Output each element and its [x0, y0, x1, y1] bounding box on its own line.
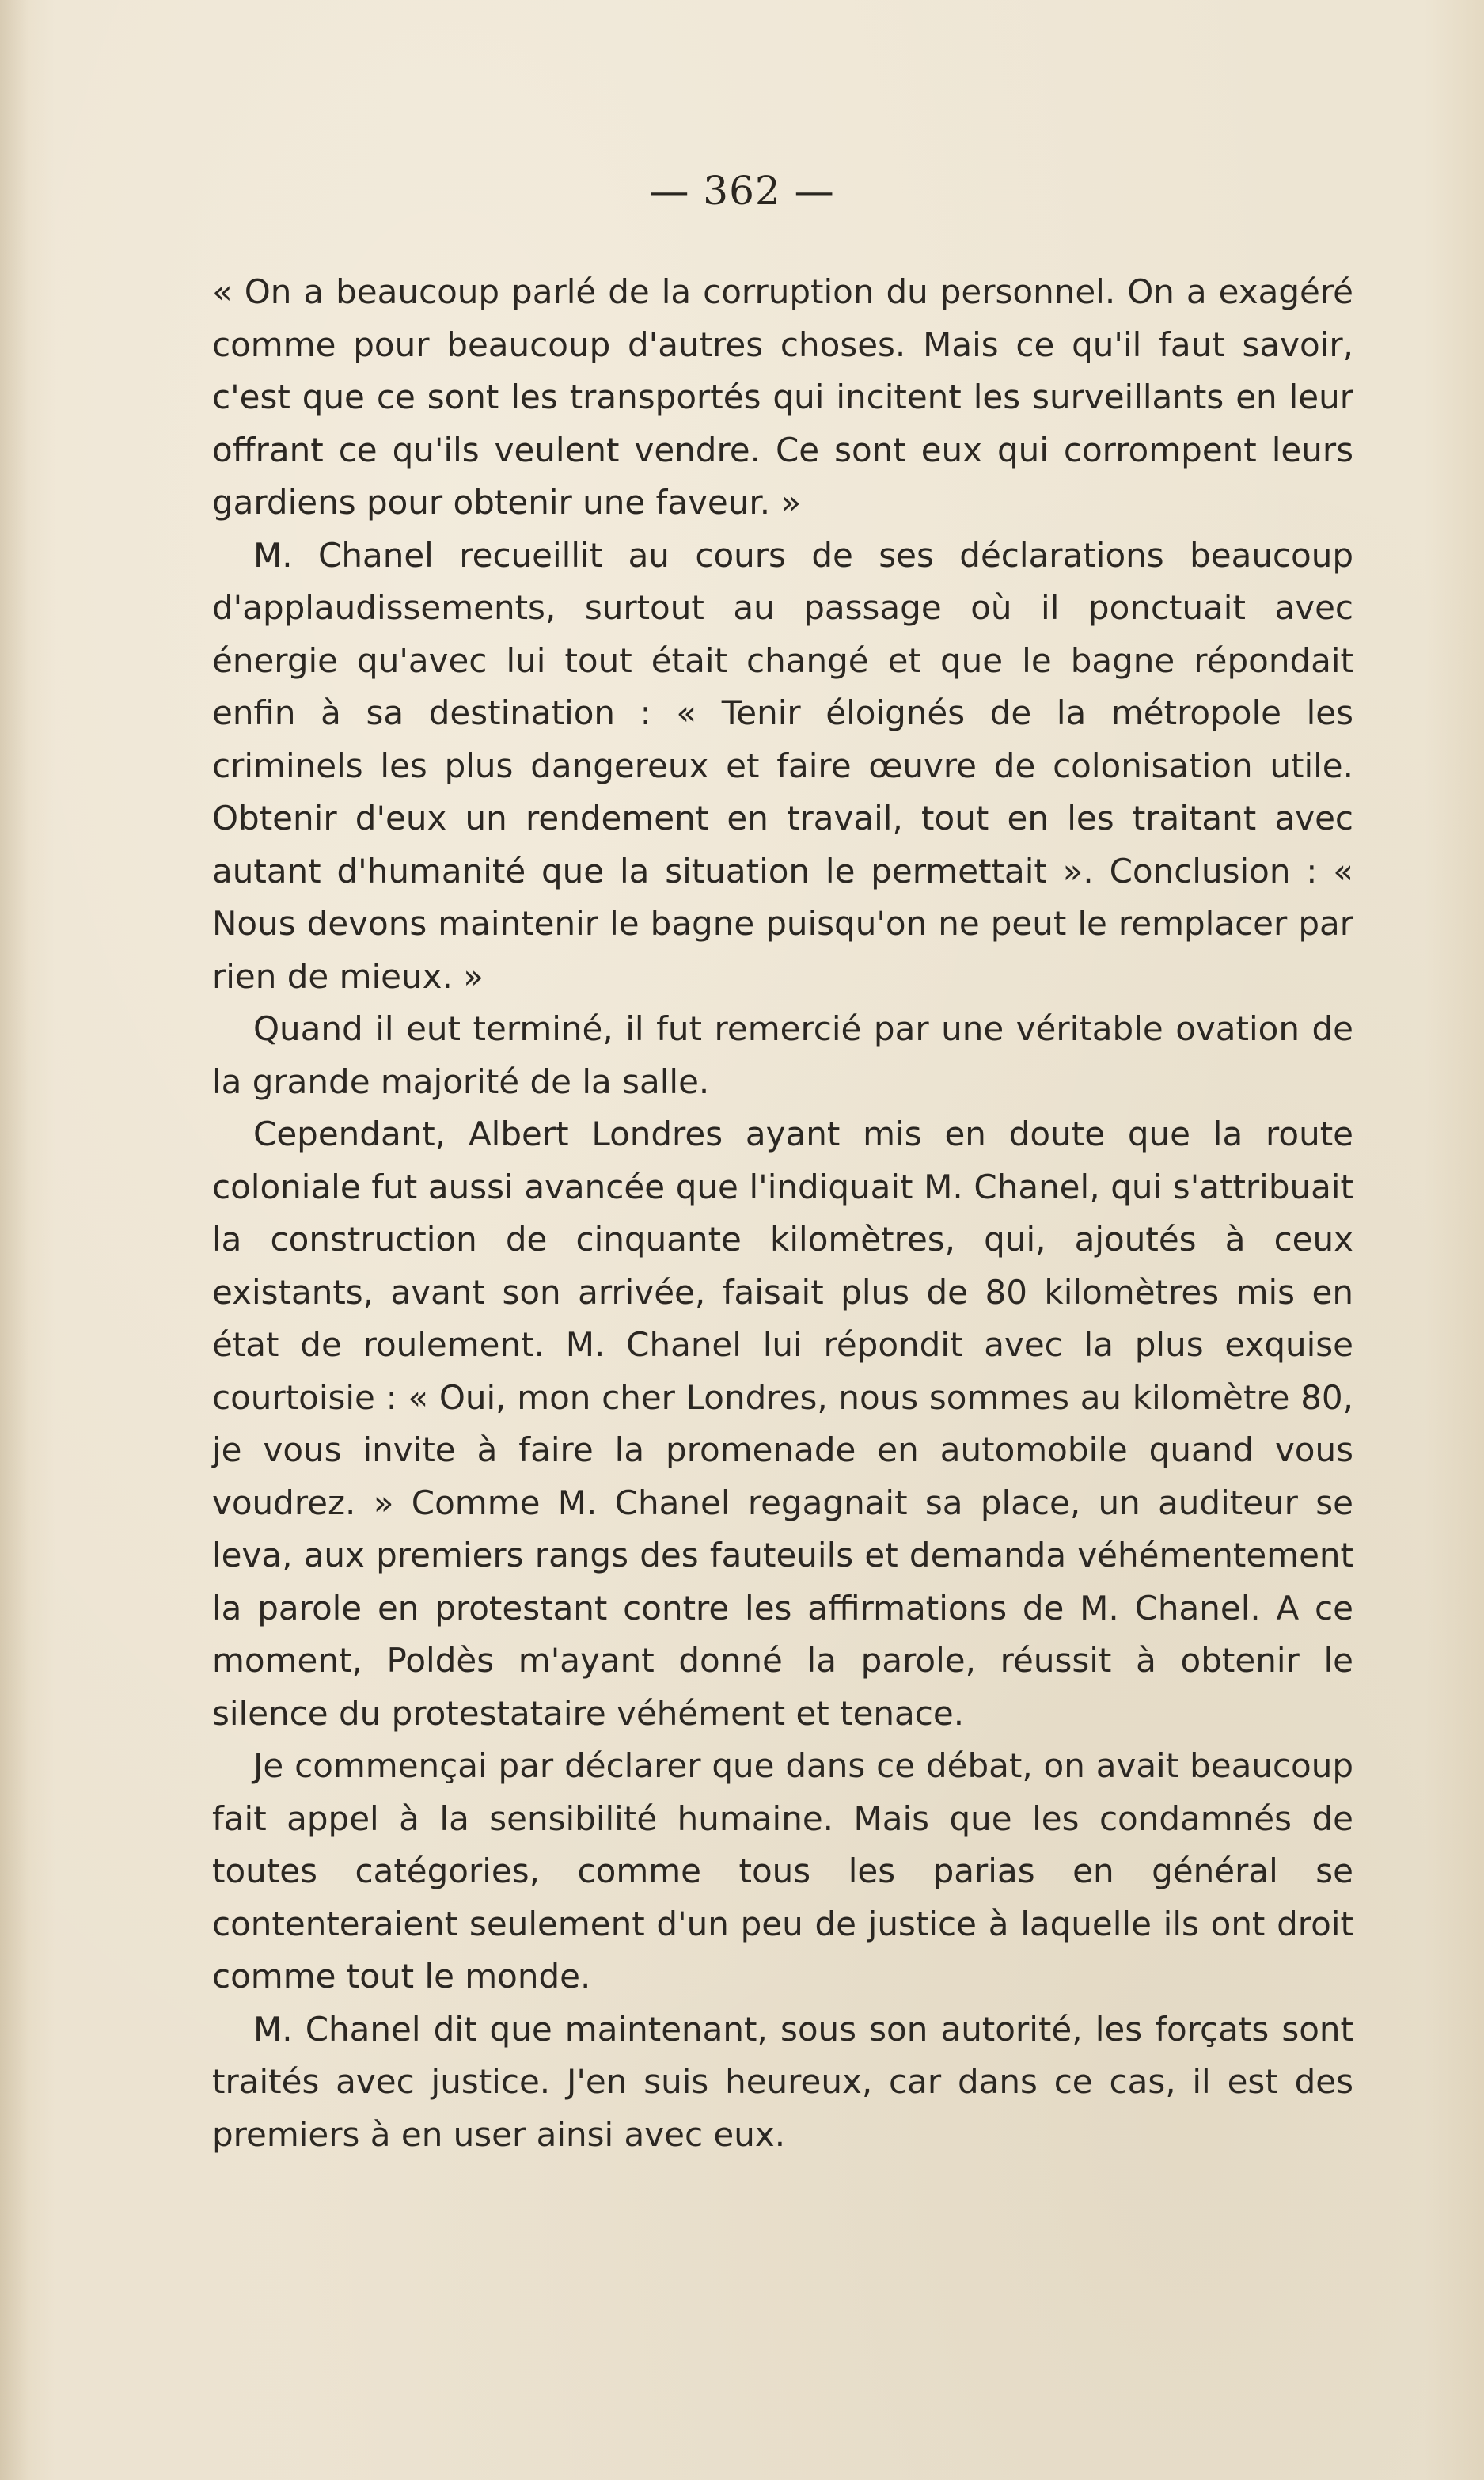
paragraph-1: « On a beaucoup parlé de la corruption du personnel. On a exagéré comme pour beaucoup d'autres choses. Mais ce qu'il faut savoir, c'est que ce sont les transportés qui incitent les surveillants en leur offrant ce qu'ils veulent vendre. Ce sont eux qui corrompent leurs gardiens pour obtenir une faveur. » — [212, 272, 1353, 522]
body-text — [212, 266, 1353, 2161]
paragraph-5: Je commençai par déclarer que dans ce débat, on avait beaucoup fait appel à la sensibilité humaine. Mais que les condamnés de toutes catégories, comme tous les parias en général se contenteraient seulement d'un peu de justice à laquelle ils ont droit comme tout le monde. — [212, 1746, 1353, 1996]
page-number: — 362 — — [649, 168, 835, 214]
paragraph-6: M. Chanel dit que maintenant, sous son autorité, les forçats sont traités avec justice. J'en suis heureux, car dans ce cas, il est des premiers à en user ainsi avec eux. — [212, 2009, 1353, 2154]
paragraph-2: M. Chanel recueillit au cours de ses déclarations beaucoup d'applaudissements, surtout au passage où il ponctuait avec énergie qu'avec lui tout était changé et que le bagne répondait enfin à sa destination : « Tenir éloignés de la métropole les criminels les plus dangereux et faire œuvre de colonisation utile. Obtenir d'eux un rendement en travail, tout en les traitant avec autant d'humanité que la situation le permettait ». Conclusion : « Nous devons maintenir le bagne puisqu'on ne peut le remplacer par rien de mieux. » — [212, 535, 1353, 996]
paragraph-3: Quand il eut terminé, il fut remercié par une véritable ovation de la grande majorité de la salle. — [212, 1009, 1353, 1101]
page-edge-shadow — [0, 0, 28, 2480]
paragraph-4: Cependant, Albert Londres ayant mis en doute que la route coloniale fut aussi avancée que l'indiquait M. Chanel, qui s'attribuait la construction de cinquante kilomètres, qui, ajoutés à ceux existants, avant son arrivée, faisait plus de 80 kilomètres mis en état de roulement. M. Chanel lui répondit avec la plus exquise courtoisie : « Oui, mon cher Londres, nous sommes au kilomètre 80, je vous invite à faire la promenade en automobile quand vous voudrez. » Comme M. Chanel regagnait sa place, un auditeur se leva, aux premiers rangs des fauteuils et demanda véhémentement la parole en protestant contre les affirmations de M. Chanel. A ce moment, Poldès m'ayant donné la parole, réussit à obtenir le silence du protestataire véhément et tenace. — [212, 1115, 1353, 1733]
